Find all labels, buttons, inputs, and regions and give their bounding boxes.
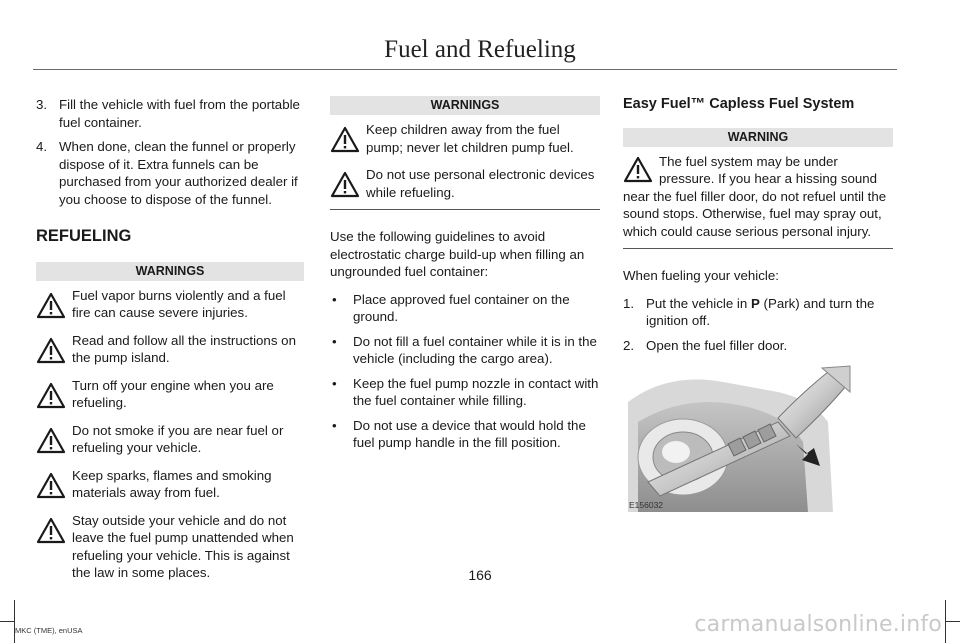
warning-item <box>330 166 600 210</box>
warning-triangle-icon <box>36 382 66 409</box>
step-item <box>623 337 893 355</box>
bullet-text: Keep the fuel pump nozzle in contact with the fuel container while filling. <box>353 375 599 408</box>
warning-item <box>36 422 304 457</box>
warning-triangle-icon <box>36 517 66 544</box>
warning-item <box>623 153 893 250</box>
warning-triangle-icon <box>36 292 66 319</box>
column-left <box>36 96 304 592</box>
warning-triangle-icon <box>330 126 360 153</box>
step-item <box>36 96 304 131</box>
column-right <box>623 96 893 361</box>
warning-text: Stay outside your vehicle and do not leave the fuel pump unattended when refueling your vehicle. This is against the law in some places. <box>72 512 294 580</box>
section-title: REFUELING <box>36 227 132 245</box>
bullet-text: Place approved fuel container on the ground. <box>353 291 570 324</box>
document-id: MKC (TME), enUSA <box>15 626 83 635</box>
page-number: 166 <box>468 567 492 583</box>
warning-text: Keep sparks, flames and smoking materials away from fuel. <box>72 467 272 500</box>
title-rule <box>33 69 897 70</box>
warning-triangle-icon <box>36 337 66 364</box>
warning-triangle-icon <box>36 472 66 499</box>
warning-triangle-icon <box>330 171 360 198</box>
warning-text: Turn off your engine when you are refueling. <box>72 377 274 410</box>
warnings-header: WARNINGS <box>330 96 600 115</box>
bullet-text: Do not use a device that would hold the fuel pump handle in the fill position. <box>353 417 586 450</box>
fueling-intro: When fueling your vehicle: <box>623 268 779 283</box>
step-text: When done, clean the funnel or properly dispose of it. Extra funnels can be purchased from your authorized dealer if you choose to dispose of the funnel. <box>59 139 298 207</box>
step-text: Open the fuel filler door. <box>646 337 788 353</box>
step-number: 1. <box>623 295 635 311</box>
step-number: 4. <box>36 139 48 154</box>
step-text-post: (Park) and turn the ignition off. <box>646 295 875 328</box>
warning-text: Do not use personal electronic devices while refueling. <box>366 167 595 200</box>
crop-mark <box>14 600 15 643</box>
step-text: Fill the vehicle with fuel from the portable fuel container. <box>59 97 300 130</box>
warning-item <box>330 121 600 156</box>
step-number: 3. <box>36 97 48 112</box>
warning-text: Fuel vapor burns violently and a fuel fire can cause severe injuries. <box>72 287 286 320</box>
warning-item <box>36 287 304 322</box>
warning-text: Read and follow all the instructions on the pump island. <box>72 332 296 365</box>
bullet-icon: • <box>332 333 337 349</box>
list-item <box>330 291 600 326</box>
figure-code: E156032 <box>629 500 664 510</box>
warning-triangle-icon <box>623 156 653 183</box>
warning-header: WARNING <box>623 128 893 147</box>
bullet-icon: • <box>332 291 337 307</box>
bullet-icon: • <box>332 417 337 433</box>
section-title: Easy Fuel™ Capless Fuel System <box>623 96 855 112</box>
crop-mark <box>946 621 960 622</box>
list-item <box>330 333 600 368</box>
bullet-icon: • <box>332 375 337 391</box>
list-item <box>330 417 600 452</box>
watermark: carmanualsonline.info <box>694 612 942 637</box>
warning-text: Keep children away from the fuel pump; never let children pump fuel. <box>366 122 574 155</box>
warning-item <box>36 332 304 367</box>
list-item <box>330 375 600 410</box>
warning-text: Do not smoke if you are near fuel or refueling your vehicle. <box>72 422 284 455</box>
step-item <box>36 138 304 208</box>
step-item <box>623 295 893 330</box>
page-title: Fuel and Refueling <box>384 36 576 63</box>
crop-mark <box>0 621 14 622</box>
warning-item <box>36 467 304 502</box>
step-number: 2. <box>623 337 635 353</box>
warning-text: The fuel system may be under pressure. If you hear a hissing sound near the fuel filler door, do not refuel until the sound stops. Otherwise, fuel may spray out, which could cause serious personal injury. <box>623 153 887 239</box>
bullet-text: Do not fill a fuel container while it is in the vehicle (including the cargo area). <box>353 333 597 366</box>
fuel-nozzle-illustration <box>628 362 854 512</box>
step-text-pre: Put the vehicle in <box>646 295 751 311</box>
column-middle <box>330 96 600 459</box>
guidelines-intro: Use the following guidelines to avoid electrostatic charge build-up when filling an ungrounded fuel container: <box>330 229 585 279</box>
warning-triangle-icon <box>36 427 66 454</box>
warning-item <box>36 377 304 412</box>
warnings-header: WARNINGS <box>36 262 304 281</box>
park-gear-letter: P <box>750 295 760 311</box>
